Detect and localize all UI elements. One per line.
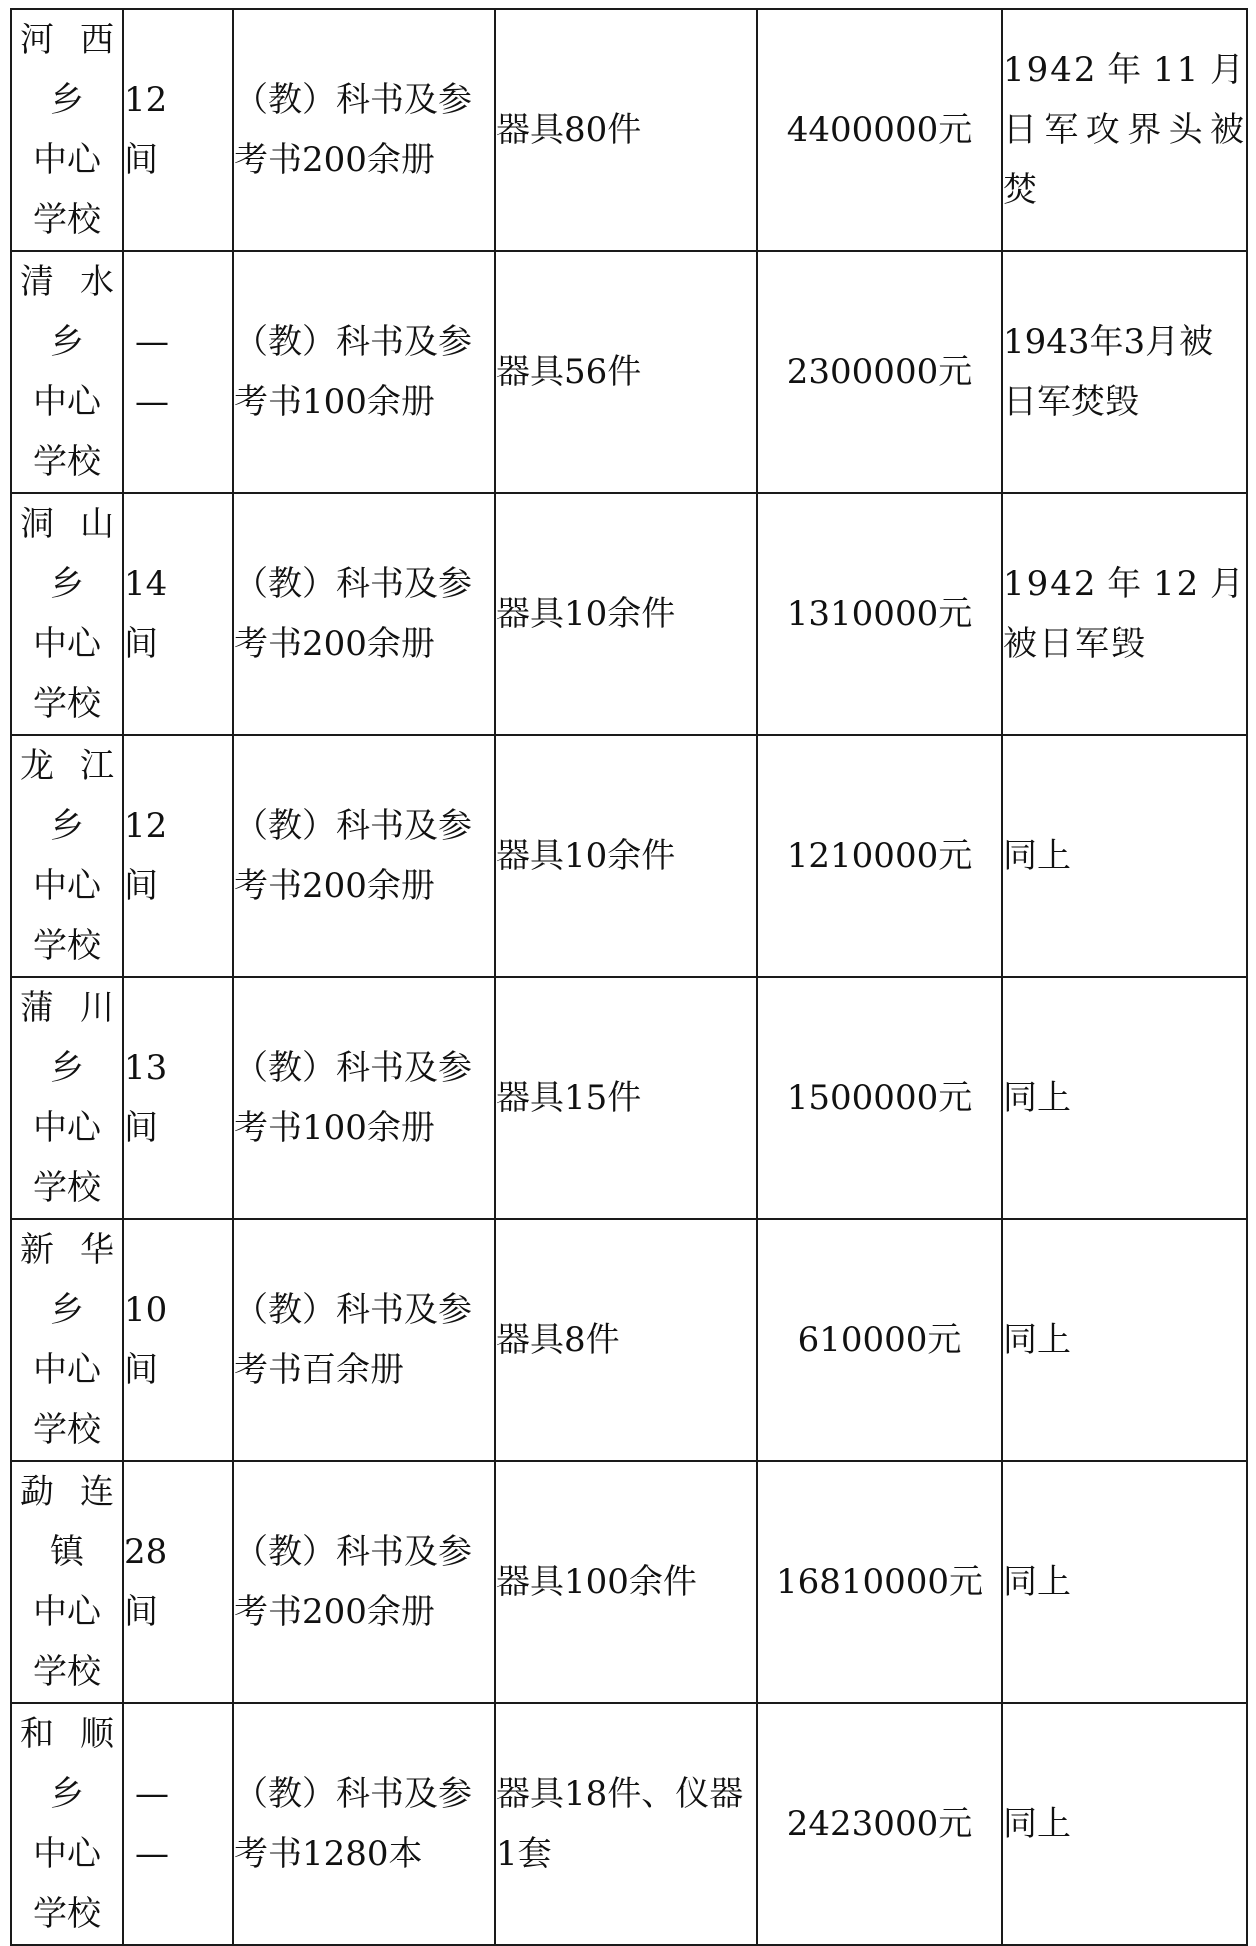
school-name-line: 乡 [50, 80, 84, 120]
school-name-line: 中心 [33, 624, 101, 664]
note-cell [1002, 493, 1247, 735]
school-name-line: 中心 [33, 1592, 101, 1632]
books-text: （教）科书及参考书100余册 [234, 1048, 472, 1148]
note-cell [1002, 9, 1247, 251]
school-name-cell [11, 977, 123, 1219]
rooms-unit: — [135, 382, 169, 422]
table-row [11, 1461, 1247, 1703]
note-cell [1002, 1461, 1247, 1703]
books-text: （教）科书及参考书200余册 [234, 1532, 472, 1632]
school-name-cell [11, 1461, 123, 1703]
school-name-line: 乡 [50, 1290, 84, 1330]
value-cell [757, 493, 1002, 735]
rooms-cell [123, 735, 233, 977]
rooms-unit: 间 [124, 624, 158, 664]
note-cell [1002, 251, 1247, 493]
school-name-cell [11, 1219, 123, 1461]
school-name-cell [11, 251, 123, 493]
table-row [11, 977, 1247, 1219]
school-name-line: 学校 [33, 684, 101, 724]
equipment-text: 器具10余件 [496, 594, 676, 634]
books-text: （教）科书及参考书百余册 [234, 1290, 472, 1390]
value-text: 610000元 [797, 1320, 962, 1360]
value-cell [757, 1219, 1002, 1461]
equipment-text: 器具8件 [496, 1320, 620, 1360]
rooms-cell [123, 977, 233, 1219]
books-cell [233, 493, 495, 735]
school-name-line: 新华 [20, 1230, 114, 1270]
value-cell [757, 251, 1002, 493]
school-name-line: 中心 [33, 140, 101, 180]
school-name-line: 勐连 [20, 1472, 114, 1512]
school-name-line: 中心 [33, 866, 101, 906]
table-row [11, 735, 1247, 977]
school-name-line: 蒲川 [20, 988, 114, 1028]
rooms-unit: 间 [124, 1592, 158, 1632]
rooms-unit: 间 [124, 866, 158, 906]
school-name-line: 中心 [33, 1834, 101, 1874]
school-name-line: 学校 [33, 1168, 101, 1208]
note-text: 同上 [1003, 1320, 1071, 1360]
value-cell [757, 735, 1002, 977]
books-cell [233, 251, 495, 493]
rooms-count: 12 [124, 80, 168, 120]
value-cell [757, 9, 1002, 251]
equipment-cell [495, 735, 757, 977]
equipment-cell [495, 251, 757, 493]
rooms-count: 28 [124, 1532, 168, 1572]
equipment-text: 器具80件 [496, 110, 642, 150]
school-name-cell [11, 735, 123, 977]
note-text: 同上 [1003, 1804, 1071, 1844]
rooms-cell [123, 1703, 233, 1945]
rooms-cell [123, 9, 233, 251]
value-cell [757, 977, 1002, 1219]
rooms-count: 13 [124, 1048, 168, 1088]
books-cell [233, 977, 495, 1219]
value-text: 1500000元 [786, 1078, 973, 1118]
equipment-text: 器具56件 [496, 352, 642, 392]
books-cell [233, 735, 495, 977]
school-name-cell [11, 493, 123, 735]
school-name-line: 和顺 [20, 1714, 114, 1754]
table-row [11, 251, 1247, 493]
note-text: 1942年12月被日军毁 [1003, 564, 1246, 664]
school-name-line: 乡 [50, 806, 84, 846]
school-name-line: 乡 [50, 1774, 84, 1814]
school-name-line: 学校 [33, 1652, 101, 1692]
note-cell [1002, 1703, 1247, 1945]
value-cell [757, 1461, 1002, 1703]
rooms-count: — [135, 1774, 169, 1814]
note-text: 同上 [1003, 1562, 1071, 1602]
table-row [11, 1219, 1247, 1461]
note-cell [1002, 1219, 1247, 1461]
equipment-cell [495, 977, 757, 1219]
school-name-line: 河西 [20, 20, 114, 60]
school-name-line: 学校 [33, 1410, 101, 1450]
school-name-line: 中心 [33, 382, 101, 422]
school-name-cell [11, 9, 123, 251]
value-text: 2423000元 [786, 1804, 973, 1844]
rooms-cell [123, 1219, 233, 1461]
note-text: 同上 [1003, 1078, 1071, 1118]
value-text: 1310000元 [786, 594, 973, 634]
books-cell [233, 9, 495, 251]
books-text: （教）科书及参考书1280本 [234, 1774, 472, 1874]
school-name-line: 中心 [33, 1108, 101, 1148]
note-text: 1942年11月日军攻界头被焚 [1003, 50, 1246, 210]
school-loss-table [10, 8, 1248, 1946]
school-name-line: 乡 [50, 1048, 84, 1088]
rooms-count: 10 [124, 1290, 168, 1330]
note-text: 1943年3月被日军焚毁 [1003, 322, 1214, 422]
school-name-line: 中心 [33, 1350, 101, 1390]
rooms-count: — [135, 322, 169, 362]
equipment-text: 器具18件、仪器1套 [496, 1774, 744, 1874]
value-text: 1210000元 [786, 836, 973, 876]
school-name-line: 乡 [50, 322, 84, 362]
value-text: 16810000元 [775, 1562, 984, 1602]
books-text: （教）科书及参考书200余册 [234, 564, 472, 664]
equipment-cell [495, 1461, 757, 1703]
rooms-cell [123, 1461, 233, 1703]
school-name-line: 学校 [33, 442, 101, 482]
books-cell [233, 1703, 495, 1945]
books-cell [233, 1461, 495, 1703]
school-name-line: 学校 [33, 200, 101, 240]
books-text: （教）科书及参考书200余册 [234, 80, 472, 180]
table-row [11, 9, 1247, 251]
table-row [11, 1703, 1247, 1945]
rooms-unit: 间 [124, 1108, 158, 1148]
school-name-line: 学校 [33, 1894, 101, 1934]
rooms-unit: 间 [124, 140, 158, 180]
rooms-count: 14 [124, 564, 168, 604]
school-name-line: 镇 [50, 1532, 84, 1572]
school-name-line: 龙江 [20, 746, 114, 786]
note-cell [1002, 977, 1247, 1219]
note-text: 同上 [1003, 836, 1071, 876]
equipment-text: 器具10余件 [496, 836, 676, 876]
books-cell [233, 1219, 495, 1461]
rooms-unit: — [135, 1834, 169, 1874]
rooms-cell [123, 251, 233, 493]
rooms-unit: 间 [124, 1350, 158, 1390]
school-name-line: 洞山 [20, 504, 114, 544]
value-cell [757, 1703, 1002, 1945]
school-name-cell [11, 1703, 123, 1945]
equipment-cell [495, 9, 757, 251]
rooms-count: 12 [124, 806, 168, 846]
equipment-text: 器具100余件 [496, 1562, 697, 1602]
equipment-cell [495, 493, 757, 735]
equipment-text: 器具15件 [496, 1078, 642, 1118]
books-text: （教）科书及参考书100余册 [234, 322, 472, 422]
school-name-line: 乡 [50, 564, 84, 604]
equipment-cell [495, 1703, 757, 1945]
school-name-line: 清水 [20, 262, 114, 302]
value-text: 2300000元 [786, 352, 973, 392]
school-name-line: 学校 [33, 926, 101, 966]
books-text: （教）科书及参考书200余册 [234, 806, 472, 906]
note-cell [1002, 735, 1247, 977]
equipment-cell [495, 1219, 757, 1461]
rooms-cell [123, 493, 233, 735]
table-row [11, 493, 1247, 735]
value-text: 4400000元 [786, 110, 973, 150]
